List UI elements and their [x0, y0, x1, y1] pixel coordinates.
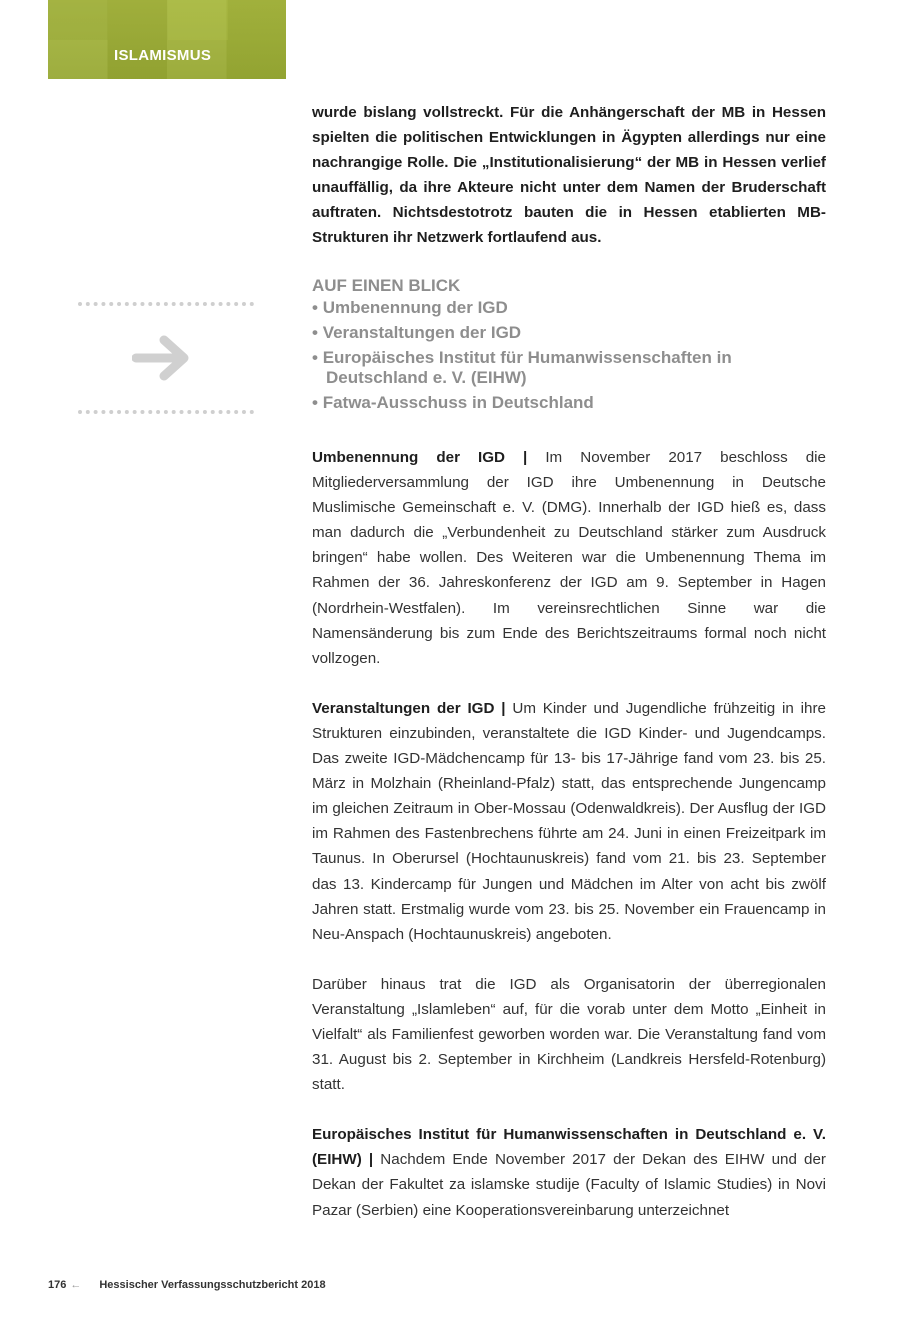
- section-lead: Europäisches Institut für Humanwissenschaften in Deutschland e. V. (EIHW) |: [312, 1126, 826, 1169]
- dotted-divider-bottom: [78, 410, 254, 414]
- intro-paragraph: wurde bislang vollstreckt. Für die Anhängerschaft der MB in Hessen spielten die politischen Entwicklungen in Ägypten allerdings nur eine nachrangige Rolle. Die „Institutionalisierung“ der MB in Hessen verlief unauffällig, da ihre Akteure nicht unter dem Namen der Bruderschaft auftraten. Nichtsdestotrotz bauten die in Hessen etablierten MB-Strukturen ihr Netzwerk fortlaufend aus.: [312, 104, 826, 246]
- section-umbenennung: [312, 445, 826, 671]
- glance-item: • Umbenennung der IGD: [312, 298, 826, 318]
- arrow-right-icon: [132, 334, 194, 382]
- at-a-glance-list: [312, 298, 826, 413]
- section-veranstaltungen: [312, 696, 826, 947]
- at-a-glance-box: [312, 274, 826, 413]
- section-header-band: [48, 0, 286, 79]
- section-title: ISLAMISMUS: [114, 47, 212, 64]
- section-eihw: [312, 1122, 826, 1222]
- section-text: Nachdem Ende November 2017 der Dekan des EIHW und der Dekan der Fakultet za islamske studije (Faculty of Islamic Studies) in Novi Pazar (Serbien) eine Kooperationsvereinbarung unterzeichnet: [312, 1151, 826, 1219]
- header-tile: [168, 0, 228, 40]
- section-lead: Veranstaltungen der IGD |: [312, 699, 506, 717]
- at-a-glance-title: AUF EINEN BLICK: [312, 276, 461, 295]
- glance-item: • Veranstaltungen der IGD: [312, 323, 826, 343]
- glance-item: • Europäisches Institut für Humanwissenschaften in Deutschland e. V. (EIHW): [312, 348, 826, 388]
- page-number: 176: [48, 1279, 67, 1291]
- section-text: Darüber hinaus trat die IGD als Organisatorin der überregionalen Veranstaltung „Islamleben“ auf, für die vorab unter dem Motto „Einheit in Vielfalt“ als Familienfest geworben worden war. Die Veranstaltung fand vom 31. August bis 2. September in Kirchheim (Landkreis Hersfeld-Rotenburg) statt.: [312, 975, 826, 1094]
- header-tile: [48, 0, 108, 40]
- page-footer: [48, 1279, 326, 1291]
- dotted-divider-top: [78, 302, 254, 306]
- section-lead: Umbenennung der IGD |: [312, 449, 528, 466]
- section-text: Um Kinder und Jugendliche frühzeitig in ihre Strukturen einzubinden, veranstaltete die IGD Kinder- und Jugendcamps. Das zweite IGD-Mädchencamp für 13- bis 17-Jährige fand vom 23. bis 25. März in Molzhain (Rheinland-Pfalz) statt, das entsprechende Jungencamp im gleichen Zeitraum in Ober-Mossau (Odenwaldkreis). Der Ausflug der IGD im Rahmen des Fastenbrechens führte am 24. Juni in einen Freizeitpark im Taunus. In Oberursel (Hochtaunuskreis) fand vom 21. bis 23. September das 13. Kindercamp für Jungen und Mädchen im Alter von acht bis zwölf Jahren statt. Erstmalig wurde vom 23. bis 25. November ein Frauencamp in Neu-Anspach (Hochtaunuskreis) angeboten.: [312, 699, 827, 943]
- arrow-left-icon[interactable]: ←: [70, 1279, 82, 1291]
- publication-title: Hessischer Verfassungsschutzbericht 2018: [99, 1279, 326, 1291]
- section-text: Im November 2017 beschloss die Mitgliederversammlung der IGD ihre Umbenennung in Deutsche Muslimische Gemeinschaft e. V. (DMG). Innerhalb der IGD hieß es, dass man dadurch die „Verbundenheit zu Deutschland stärker zum Ausdruck bringen“ habe wollen. Des Weiteren war die Umbenennung Thema im Rahmen der 36. Jahreskonferenz der IGD am 9. September in Hagen (Nordrhein-Westfalen). Im vereinsrechtlichen Sinne war die Namensänderung bis zum Ende des Berichtszeitraums formal noch nicht vollzogen.: [312, 449, 826, 667]
- section-islamleben: [312, 972, 826, 1097]
- main-content: [312, 100, 826, 1223]
- glance-item: • Fatwa-Ausschuss in Deutschland: [312, 393, 826, 413]
